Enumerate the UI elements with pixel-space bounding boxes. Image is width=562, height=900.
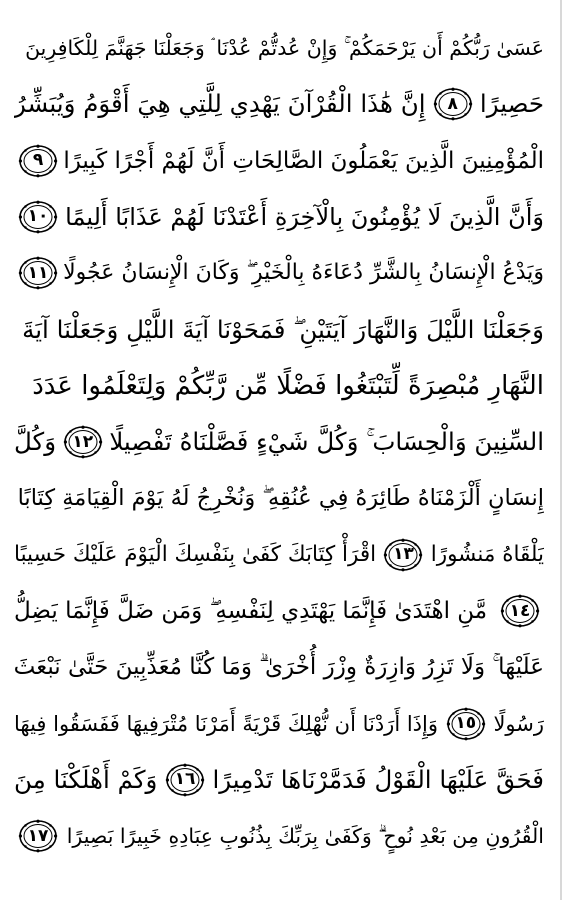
ayah-end-marker	[446, 707, 486, 741]
verse-line	[14, 189, 544, 245]
ayah-end-marker	[63, 425, 103, 459]
verse-line	[14, 76, 544, 132]
verse-text: وَجَعَلْنَا اللَّيْلَ وَالنَّهَارَ آيَتَيْنِ ۖ فَمَحَوْنَا آيَةَ اللَّيْلِ وَجَعَلْنَا آيَةَ	[22, 314, 544, 344]
ayah-number: ١٧	[27, 825, 49, 846]
ayah-end-marker	[18, 200, 58, 234]
verse-line	[14, 20, 544, 76]
verse-text: عَلَيْهَا ۚ وَلَا تَزِرُ وَازِرَةٌ وِزْرَ أُخْرَىٰ ۗ وَمَا كُنَّا مُعَذِّبِينَ حَتَّىٰ نَبْعَثَ	[14, 654, 544, 681]
ayah-number: ١٠	[27, 206, 49, 227]
verse-text: وَأَنَّ الَّذِينَ لَا يُؤْمِنُونَ بِالْآخِرَةِ أَعْتَدْنَا لَهُمْ عَذَابًا أَلِيمًا	[65, 202, 544, 231]
verse-text: حَصِيرًا	[479, 89, 544, 119]
verse-line	[14, 808, 544, 864]
ayah-end-marker	[165, 763, 205, 797]
verse-text: إِنَّ هَٰذَا الْقُرْآنَ يَهْدِي لِلَّتِي هِيَ أَقْوَمُ وَيُبَشِّرُ	[14, 89, 426, 119]
ayah-number: ٨	[447, 93, 458, 114]
verse-line	[14, 414, 544, 470]
ayah-end-marker	[18, 144, 58, 178]
verse-line	[14, 358, 544, 414]
verse-text: وَإِذَا أَرَدْنَا أَن نُّهْلِكَ قَرْيَةً أَمَرْنَا مُتْرَفِيهَا فَفَسَقُوا فِيهَا	[14, 711, 438, 736]
verse-text: وَيَدْعُ الْإِنسَانُ بِالشَّرِّ دُعَاءَهُ بِالْخَيْرِ ۖ وَكَانَ الْإِنسَانُ عَجُولًا	[63, 260, 544, 286]
verse-line	[14, 639, 544, 695]
verse-text: رَسُولًا	[493, 711, 544, 736]
ayah-end-marker	[500, 594, 540, 628]
verse-line	[14, 133, 544, 189]
verse-text: الْمُؤْمِنِينَ الَّذِينَ يَعْمَلُونَ الصَّالِحَاتِ أَنَّ لَهُمْ أَجْرًا كَبِيرًا	[63, 147, 544, 174]
ayah-end-marker	[18, 256, 58, 290]
ayah-end-marker	[383, 538, 423, 572]
ayah-end-marker	[433, 87, 473, 121]
ayah-number: ٩	[32, 150, 44, 171]
ayah-number: ١٦	[174, 769, 196, 790]
ayah-number: ١١	[27, 262, 49, 283]
verse-text: النَّهَارِ مُبْصِرَةً لِّتَبْتَغُوا فَضْلًا مِّن رَّبِّكُمْ وَلِتَعْلَمُوا عَدَدَ	[32, 370, 544, 401]
ayah-number: ١٥	[455, 713, 477, 734]
verse-text: فَحَقَّ عَلَيْهَا الْقَوْلُ فَدَمَّرْنَاهَا تَدْمِيرًا	[212, 764, 544, 794]
verse-text: السِّنِينَ وَالْحِسَابَ ۚ وَكُلَّ شَيْءٍ فَصَّلْنَاهُ تَفْصِيلًا	[109, 427, 544, 457]
verse-line	[14, 752, 544, 808]
verse-text: اقْرَأْ كِتَابَكَ كَفَىٰ بِنَفْسِكَ الْيَوْمَ عَلَيْكَ حَسِيبًا	[14, 541, 377, 567]
ayah-number: ١٤	[509, 600, 531, 621]
verse-line	[14, 583, 544, 639]
verse-text: مَّنِ اهْتَدَىٰ فَإِنَّمَا يَهْتَدِي لِنَفْسِهِ ۖ وَمَن ضَلَّ فَإِنَّمَا يَضِلُّ	[14, 598, 488, 624]
ayah-number: ١٣	[393, 544, 414, 565]
verse-line	[14, 245, 544, 301]
verse-text: وَكَمْ أَهْلَكْنَا مِنَ	[14, 764, 158, 794]
verse-line	[14, 302, 544, 358]
ayah-number: ١٢	[72, 431, 94, 452]
verse-line	[14, 527, 544, 583]
verse-text: الْقُرُونِ مِن بَعْدِ نُوحٍ ۗ وَكَفَىٰ بِرَبِّكَ بِذُنُوبِ عِبَادِهِ خَبِيرًا بَصِيرًا	[66, 824, 544, 849]
ayah-end-marker	[18, 819, 58, 853]
verse-line	[14, 696, 544, 752]
verse-text: يَلْقَاهُ مَنشُورًا	[430, 541, 544, 567]
verse-text: عَسَىٰ رَبُّكُمْ أَن يَرْحَمَكُمْ ۚ وَإِنْ عُدتُّمْ عُدْنَا ۘ وَجَعَلْنَا جَهَنَّمَ لِلْكَافِرِينَ	[25, 36, 544, 60]
verse-text: وَكُلَّ	[14, 427, 57, 457]
verse-text: إِنسَانٍ أَلْزَمْنَاهُ طَائِرَهُ فِي عُنُقِهِ ۖ وَنُخْرِجُ لَهُ يَوْمَ الْقِيَامَةِ كِتَابًا	[17, 485, 544, 512]
verse-line	[14, 470, 544, 526]
